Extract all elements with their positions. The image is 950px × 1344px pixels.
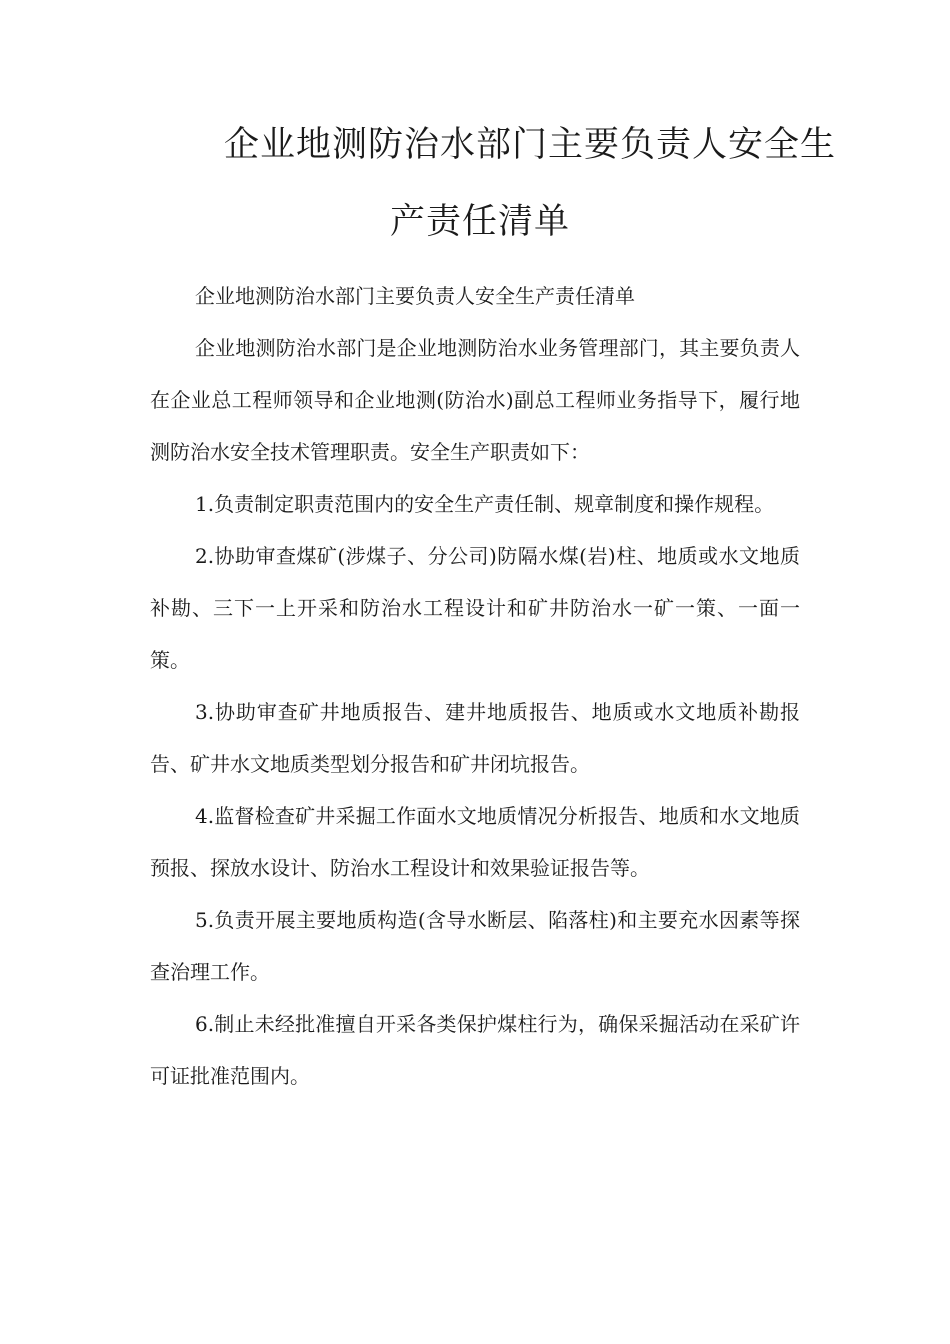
list-item: 6.制止未经批准擅自开采各类保护煤柱行为，确保采掘活动在采矿许可证批准范围内。 [150, 1012, 800, 1088]
list-item: 5.负责开展主要地质构造(含导水断层、陷落柱)和主要充水因素等探查治理工作。 [150, 908, 800, 984]
list-item: 4.监督检查矿井采掘工作面水文地质情况分析报告、地质和水文地质预报、探放水设计、防治水工程设计和效果验证报告等。 [150, 804, 800, 880]
document-body [150, 270, 800, 1102]
document-subtitle: 企业地测防治水部门主要负责人安全生产责任清单 [195, 284, 635, 308]
list-item: 2.协助审查煤矿(涉煤子、分公司)防隔水煤(岩)柱、地质或水文地质补勘、三下一上开采和防治水工程设计和矿井防治水一矿一策、一面一策。 [150, 544, 800, 672]
document-title-line-2: 产责任清单 [390, 202, 571, 242]
list-item: 1.负责制定职责范围内的安全生产责任制、规章制度和操作规程。 [195, 492, 775, 516]
document-title-line-1: 企业地测防治水部门主要负责人安全生 [224, 125, 837, 165]
intro-paragraph: 企业地测防治水部门是企业地测防治水业务管理部门，其主要负责人在企业总工程师领导和企业地测(防治水)副总工程师业务指导下，履行地测防治水安全技术管理职责。安全生产职责如下： [150, 336, 800, 464]
list-item: 3.协助审查矿井地质报告、建井地质报告、地质或水文地质补勘报告、矿井水文地质类型划分报告和矿井闭坑报告。 [150, 700, 800, 776]
